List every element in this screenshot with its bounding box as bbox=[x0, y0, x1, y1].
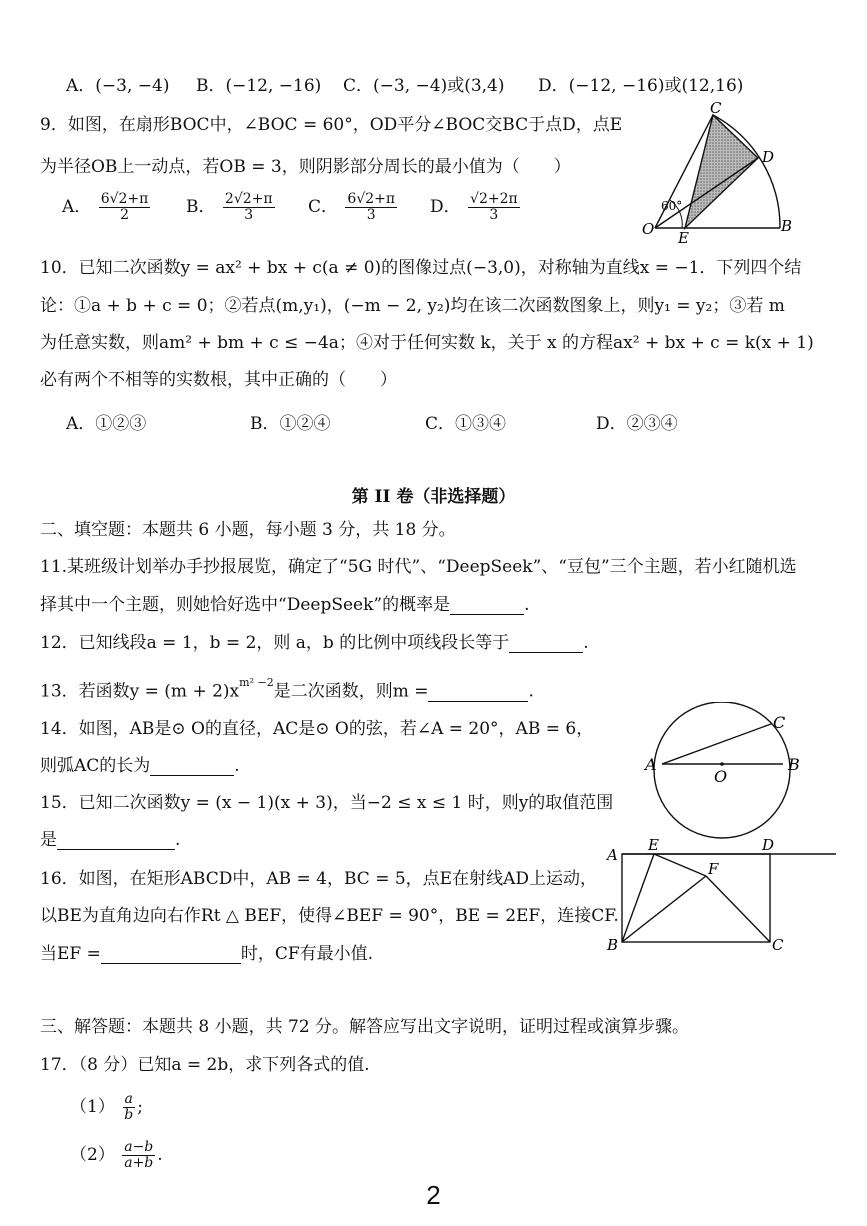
q17-part2-den: a+b bbox=[124, 1155, 154, 1171]
point-e-label: E bbox=[678, 229, 689, 245]
q14-end-mark: . bbox=[234, 756, 240, 776]
q13-exponent: m² −2 bbox=[239, 676, 274, 689]
q10-option-a: A．①②③ bbox=[66, 414, 147, 434]
angle-label: 60° bbox=[661, 199, 683, 213]
q9-option-d-fraction bbox=[468, 192, 520, 223]
point-b-label: B bbox=[788, 755, 800, 774]
q9-option-d-den: 3 bbox=[489, 207, 499, 223]
q10-option-c: C．①③④ bbox=[425, 414, 507, 434]
point-e-label: E bbox=[648, 836, 659, 854]
point-b-label: B bbox=[607, 936, 619, 954]
q8-option-b: B．(−12, −16) bbox=[196, 76, 322, 96]
q17-part2-end: . bbox=[157, 1145, 163, 1165]
q17-part2-fraction bbox=[122, 1140, 155, 1171]
point-d-label: D bbox=[762, 836, 775, 854]
q10-stem-line2: 论：①a + b + c = 0；②若点(m,y₁)，(−m − 2, y₂)均在该二次函数图象上，则y₁ = y₂；③若 m bbox=[40, 296, 785, 316]
q11-answer-blank[interactable] bbox=[450, 596, 524, 615]
q13-function-text: 13．若函数y = (m + 2)x bbox=[40, 681, 240, 702]
q9-option-c bbox=[308, 192, 399, 223]
q9-option-a-fraction bbox=[99, 192, 151, 223]
q9-option-a bbox=[62, 192, 152, 223]
q16-stem-line3 bbox=[40, 944, 373, 964]
part2-heading: 二、填空题：本题共 6 小题，每小题 3 分，共 18 分。 bbox=[40, 520, 456, 540]
part3-heading: 三、解答题：本题共 8 小题，共 72 分。解答应写出文字说明，证明过程或演算步骤。 bbox=[40, 1017, 690, 1037]
q9-option-b bbox=[186, 192, 277, 223]
q9-option-a-label: A． bbox=[62, 197, 92, 217]
q15-stem-line1: 15．已知二次函数y = (x − 1)(x + 3)，当−2 ≤ x ≤ 1 时，则y的取值范围 bbox=[40, 793, 614, 813]
point-a-label: A bbox=[645, 755, 657, 774]
q17-part2-num: a−b bbox=[124, 1139, 154, 1155]
q9-option-d-label: D． bbox=[430, 197, 461, 217]
q9-option-b-num: 2√2+π bbox=[224, 191, 273, 207]
segment-ef bbox=[654, 854, 706, 876]
q10-option-d: D．②③④ bbox=[596, 414, 678, 434]
q17-part1-den: b bbox=[124, 1107, 134, 1123]
point-o-label: O bbox=[714, 767, 728, 786]
q15-end-mark: . bbox=[175, 830, 181, 850]
q8-option-c: C．(−3, −4)或(3,4) bbox=[343, 76, 505, 96]
q9-option-d-num: √2+2π bbox=[470, 191, 518, 207]
q14-stem-text: 则弧AC的长为 bbox=[40, 756, 151, 776]
q14-circle-figure bbox=[640, 702, 815, 844]
q12-stem bbox=[40, 633, 589, 653]
q9-option-c-num: 6√2+π bbox=[347, 191, 396, 207]
q8-option-a: A．(−3, −4) bbox=[66, 76, 170, 96]
q11-stem-text: 择其中一个主题，则她恰好选中“DeepSeek”的概率是 bbox=[40, 595, 451, 615]
point-c-label: C bbox=[710, 100, 722, 117]
q17-part2-label: （2） bbox=[70, 1145, 115, 1165]
q10-stem-line3: 为任意实数，则am² + bm + c ≤ −4a；④对于任何实数 k，关于 x 的方程ax² + bx + c = k(x + 1) bbox=[40, 333, 814, 353]
q17-part1-num: a bbox=[124, 1091, 133, 1107]
q16-rectangle-figure bbox=[602, 836, 840, 956]
q11-end-mark: . bbox=[524, 595, 530, 615]
q15-stem-line2 bbox=[40, 830, 180, 850]
q9-option-c-den: 3 bbox=[366, 207, 376, 223]
point-d-label: D bbox=[762, 148, 775, 166]
q9-stem-line2: 为半径OB上一动点，若OB = 3，则阴影部分周长的最小值为（ ） bbox=[40, 157, 571, 177]
rectangle-abcd bbox=[622, 854, 770, 942]
q13-stem-text: 是二次函数，则m = bbox=[273, 681, 429, 702]
q9-option-a-den: 2 bbox=[120, 207, 129, 223]
segment-cf bbox=[706, 876, 770, 942]
q12-stem-text: 12．已知线段a = 1，b = 2，则 a，b 的比例中项线段长等于 bbox=[40, 633, 510, 653]
q10-stem-line4: 必有两个不相等的实数根，其中正确的（ ） bbox=[40, 370, 397, 390]
point-c-label: C bbox=[773, 713, 786, 732]
q17-part2 bbox=[70, 1140, 163, 1171]
point-b-label: B bbox=[781, 217, 793, 235]
q14-stem-line1: 14．如图，AB是⊙ O的直径，AC是⊙ O的弦，若∠A = 20°，AB = 6， bbox=[40, 719, 594, 739]
q16-stem-line2: 以BE为直角边向右作Rt △ BEF，使得∠BEF = 90°，BE = 2EF，连接CF. bbox=[40, 906, 619, 926]
q16-answer-blank[interactable] bbox=[101, 945, 241, 964]
q9-option-a-num: 6√2+π bbox=[100, 191, 149, 207]
page-number: 2 bbox=[426, 1180, 441, 1210]
q15-stem-text: 是 bbox=[40, 830, 57, 850]
q16-stem-line1: 16．如图，在矩形ABCD中，AB = 4，BC = 5，点E在射线AD上运动， bbox=[40, 869, 597, 889]
chord-ac bbox=[662, 724, 771, 764]
q16-stem-text-pre: 当EF = bbox=[40, 944, 101, 964]
q12-end-mark: . bbox=[583, 633, 589, 653]
q17-stem: 17．（8 分）已知a = 2b，求下列各式的值. bbox=[40, 1055, 370, 1075]
q10-option-b: B．①②④ bbox=[250, 414, 331, 434]
point-f-label: F bbox=[708, 860, 719, 878]
q9-sector-figure bbox=[640, 100, 810, 245]
q15-answer-blank[interactable] bbox=[57, 831, 175, 850]
q9-option-b-label: B． bbox=[186, 197, 216, 217]
section-title: 第 II 卷（非选择题） bbox=[351, 487, 516, 507]
q16-stem-text-post: 时，CF有最小值. bbox=[240, 944, 374, 964]
q14-answer-blank[interactable] bbox=[150, 757, 234, 776]
center-point bbox=[720, 762, 724, 766]
q17-part1-end: ; bbox=[137, 1097, 143, 1117]
q13-stem bbox=[40, 677, 534, 702]
q9-option-b-den: 3 bbox=[244, 207, 254, 223]
q8-option-d: D．(−12, −16)或(12,16) bbox=[538, 76, 744, 96]
q9-option-d bbox=[430, 192, 522, 223]
q12-answer-blank[interactable] bbox=[509, 634, 583, 653]
q17-part1-fraction bbox=[122, 1092, 135, 1123]
q9-option-c-label: C． bbox=[308, 197, 339, 217]
q11-stem-line2 bbox=[40, 595, 530, 615]
q9-option-c-fraction bbox=[345, 192, 397, 223]
point-a-label: A bbox=[607, 846, 618, 864]
q13-end-mark: . bbox=[528, 681, 534, 702]
q11-stem-line1: 11.某班级计划举办手抄报展览，确定了“5G 时代”、“DeepSeek”、“豆包”三个主题，若小红随机选 bbox=[40, 557, 797, 577]
shaded-region bbox=[685, 115, 758, 228]
q10-stem-line1: 10．已知二次函数y = ax² + bx + c(a ≠ 0)的图像过点(−3,0)，对称轴为直线x = −1．下列四个结 bbox=[40, 258, 802, 278]
q17-part1 bbox=[70, 1092, 143, 1123]
point-c-label: C bbox=[772, 936, 784, 954]
q9-option-b-fraction bbox=[223, 192, 275, 223]
q14-stem-line2 bbox=[40, 756, 240, 776]
q13-answer-blank[interactable] bbox=[428, 683, 528, 702]
q17-part1-label: （1） bbox=[70, 1097, 115, 1117]
q9-stem-line1: 9．如图，在扇形BOC中，∠BOC = 60°，OD平分∠BOC交BC于点D，点E bbox=[40, 115, 623, 135]
point-o-label: O bbox=[642, 220, 655, 238]
